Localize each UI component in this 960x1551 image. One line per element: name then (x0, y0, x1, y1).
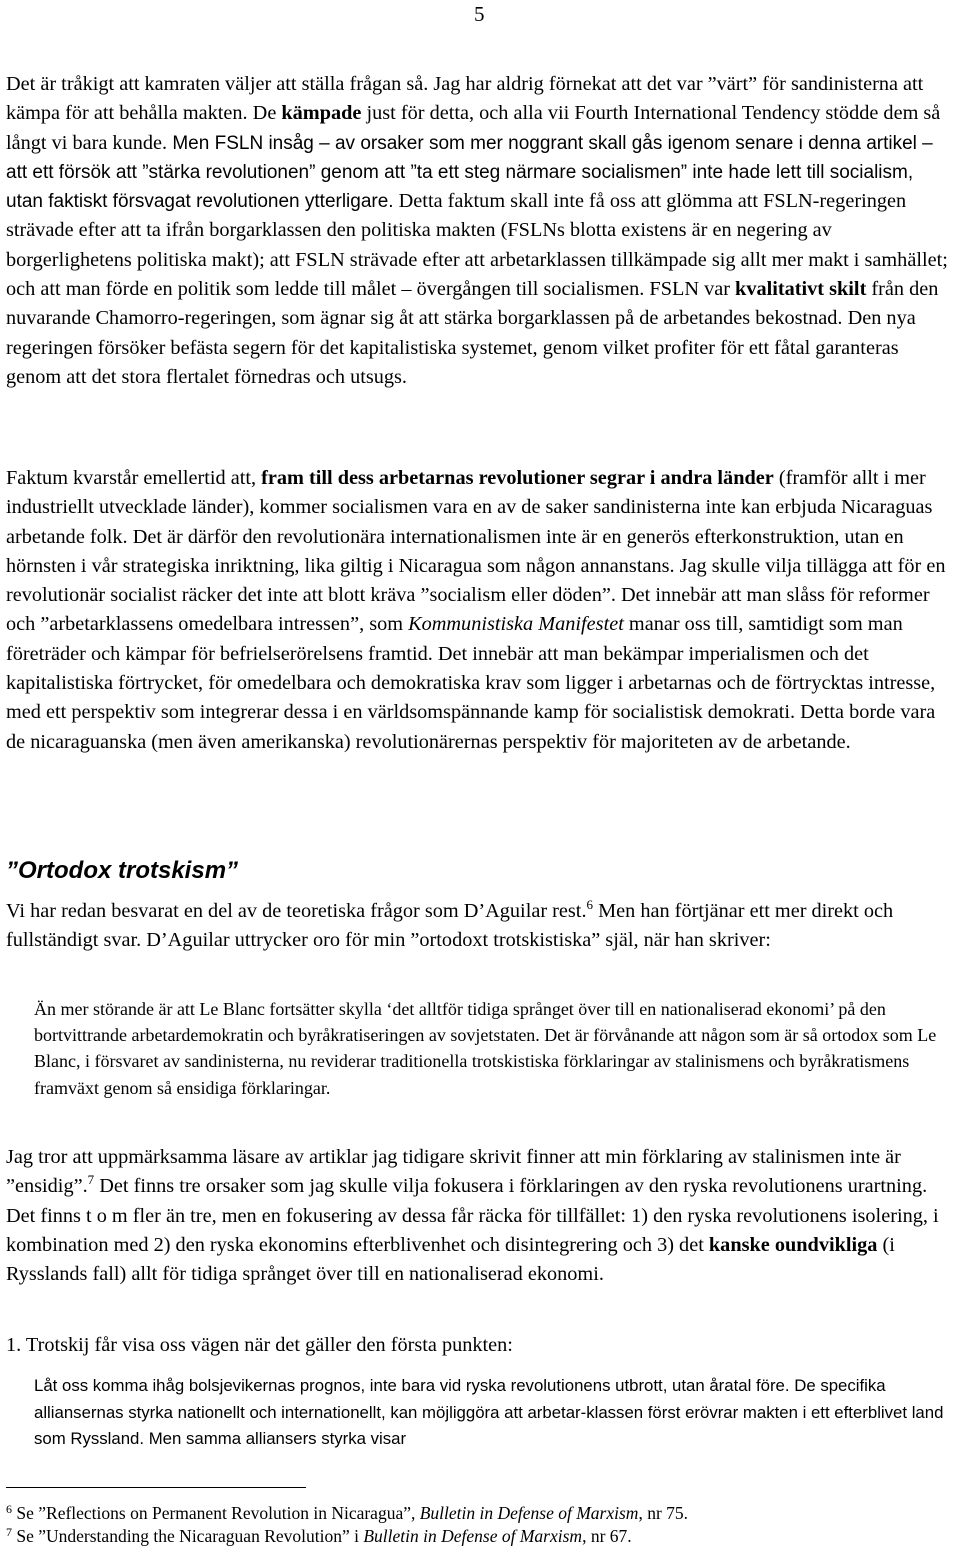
paragraph-5: 1. Trotskij får visa oss vägen när det gäller den första punkten: (6, 1334, 513, 1356)
p1-text-7: från den nuvarande Chamorro-regeringen, som ägnar sig åt att stärka borgarklassen på de arbetandes bekostnad. Den nya regeringen försöker befästa segern för det kapitalistiska systemet, genom vilket profiter för ett fåtal garanteras genom att det stora flertalet förnedras och utsugs. (6, 278, 939, 388)
p1-text-6: FSLN var (644, 278, 736, 301)
p2-text-2: (framför allt i mer industriellt utvecklade länder), kommer socialismen vara en av de saker sandinisterna inte kan erbjuda Nicaraguas arbetande folk. Det är därför den revolutionära internationalismen inte är en generös efterkonstruktion, utan en hörnsten i vår strategiska inriktning, lika giltig i Nicaragua som någon annanstans. Jag skulle vilja tillägga att för en revolutionär socialist räcker det inte att blott kräva ”socialism eller döden”. Det innebär att man slåss för reformer och ”arbetarklassens omedelbara intressen”, som (6, 467, 946, 636)
paragraph-4 (6, 1143, 954, 1289)
footnote-7-text-2: , nr 67. (582, 1526, 632, 1546)
footnote-6-number: 6 (6, 1502, 12, 1516)
p1-bold-1: kämpade (281, 102, 362, 125)
footnote-6-italic: Bulletin in Defense of Marxism (419, 1503, 639, 1523)
p1-text-5: Detta faktum skall inte få oss att glömma att FSLN-regeringen strävade efter att ta ifrån borgarklassen den politiska makten (FSLNs blotta existens är en negering av borgerlighetens politiska makt); att FSLN strävade efter att arbetarklassen tillkämpade sig allt mer makt i samhället; och att man förde en politik som ledde till målet – övergången till socialismen. (6, 190, 948, 301)
p1-text-3: just för detta, och alla vii Fourth International Tendency stödde dem så långt vi bara kunde. (6, 102, 941, 154)
block-quote-2: Låt oss komma ihåg bolsjevikernas prognos, inte bara vid ryska revolutionens utbrott, utan åratal före. De specifika alliansernas styrka nationellt och internationellt, kan möjliggöra att arbetar-klassen först erövrar makten i ett efterblivet land som Ryssland. Men samma alliansers styrka visar (34, 1376, 944, 1448)
p2-italic: Kommunistiska Manifestet (408, 613, 624, 636)
footnote-6-text-1: Se ”Reflections on Permanent Revolution in Nicaragua”, (12, 1503, 420, 1523)
paragraph-2 (6, 464, 954, 757)
p4-text-2: Det finns tre orsaker som jag skulle vilja fokusera i förklaringen av den ryska revolutionens urartning. Det finns t o m fler än tre, men en fokusering av dessa får räcka för tillfället: 1) den ryska revolutionens isolering, i kombination med 2) den ryska ekonomins efterblivenhet och disintegrering och 3) det (6, 1175, 939, 1256)
p2-bold: fram till dess arbetarnas revolutioner segrar i andra länder (261, 467, 774, 489)
block-quote-1: Än mer störande är att Le Blanc fortsätter skylla ‘det alltför tidiga språnget över till en nationaliserad ekonomi’ på den bortvittrande arbetardemokratin och byråkratiseringen av sovjetstaten. Det är förvånande att någon som är så ortodox som Le Blanc, i försvaret av sandinisterna, nu reviderar traditionella trotskistiska förklaringar av stalinismens och byråkratismens framväxt genom så ensidiga förklaringar. (34, 999, 937, 1098)
footnote-ref-7[interactable]: 7 (87, 1172, 95, 1188)
p1-text-2: De (252, 102, 282, 125)
p4-bold: kanske oundvikliga (708, 1233, 878, 1256)
footnote-6 (6, 1502, 688, 1524)
p2-text-1: Faktum kvarstår emellertid att, (6, 467, 262, 489)
p1-bold-2: kvalitativt skilt (735, 278, 867, 301)
footnote-6-text-2: , nr 75. (638, 1503, 689, 1523)
footnote-7-text-1: Se ”Understanding the Nicaraguan Revolution” i (12, 1526, 364, 1546)
p3-text-2: Men han förtjänar ett mer direkt och fullständigt svar. D’Aguilar uttrycker oro för min ”ortodoxt trotskistiska” själ, när han skriver: (6, 900, 894, 952)
footnote-ref-6[interactable]: 6 (586, 897, 594, 912)
p3-text-1: Vi har redan besvarat en del av de teoretiska frågor som D’Aguilar rest. (6, 900, 587, 922)
footnote-7-italic: Bulletin in Defense of Marxism (363, 1526, 583, 1546)
paragraph-1 (6, 70, 954, 392)
footnote-divider (6, 1487, 306, 1488)
page-number: 5 (474, 2, 485, 26)
footnote-7-number: 7 (6, 1525, 12, 1539)
p2-text-3: manar oss till, samtidigt som man företräder och kämpar för befrielserörelsens framtid. Det innebär att man bekämpar imperialismen och det kapitalistiska förtrycket, för omedelbara och demokratiska krav som ligger i arbetarnas och de förtrycktas intresse, med ett perspektiv som integrerar dessa i en världsomspännande kamp för socialistisk demokrati. Detta borde vara de nicaraguanska (men även amerikanska) revolutionärernas perspektiv för majoriteten av de arbetande. (6, 613, 936, 753)
p1-text-4: Men FSLN insåg – av orsaker som mer noggrant skall gås igenom senare i denna artikel – att ett försök att ”stärka revolutionen” genom att ”ta ett steg närmare socialismen” inte hade lett till socialism, utan faktiskt försvagat revolutionen ytterligare. (6, 132, 933, 213)
p1-text-1: Det är tråkigt att kamraten väljer att ställa frågan så. Jag har aldrig förnekat att det var ”värt” för sandinisterna att kämpa för att behålla makten. (6, 73, 924, 125)
p4-text-1: Jag tror att uppmärksamma läsare av artiklar jag tidigare skrivit finner att min förklaring av stalinismen inte är ”ensidig”. (6, 1146, 901, 1198)
p4-text-3: (i Rysslands fall) allt för tidiga språnget över till en nationaliserad ekonomi. (6, 1233, 895, 1286)
paragraph-3 (6, 897, 954, 956)
section-heading: ”Ortodox trotskism” (6, 857, 239, 884)
footnote-7 (6, 1525, 632, 1547)
